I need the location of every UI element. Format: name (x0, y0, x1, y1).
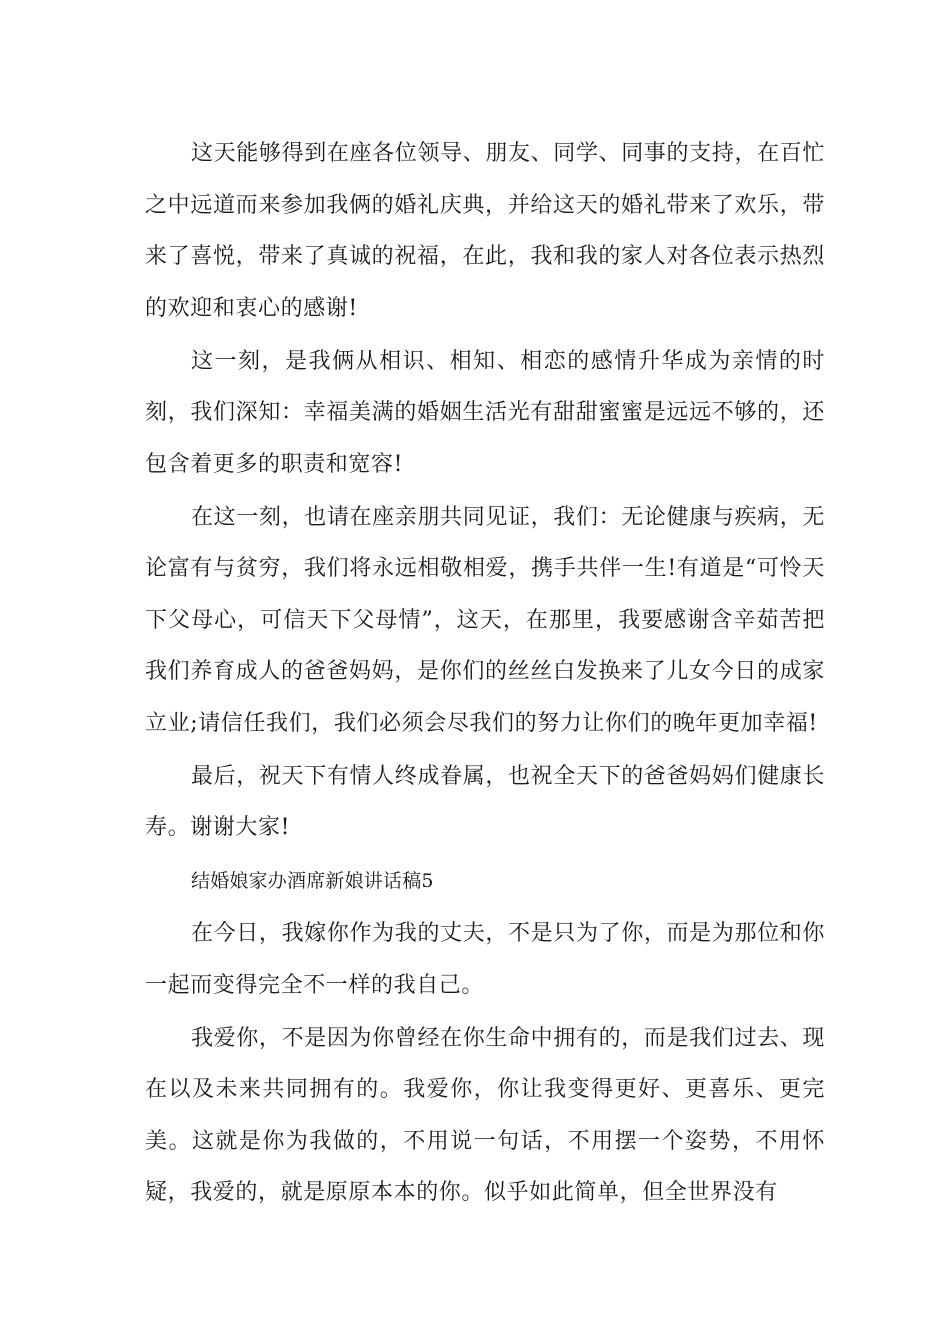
paragraph-closing: 最后，祝天下有情人终成眷属，也祝全天下的爸爸妈妈们健康长寿。谢谢大家! (145, 763, 825, 840)
paragraph-i-love-you: 我爱你，不是因为你曾经在你生命中拥有的，而是我们过去、现在以及未来共同拥有的。我爱你，你让我变得更好、更喜乐、更完美。这就是你为我做的，不用说一句话，不用摆一个姿势，不用怀疑，我爱的，就是原原本本的你。似乎如此简单，但全世界没有 (145, 1025, 825, 1205)
section-title: 结婚娘家办酒席新娘讲话稿5 (191, 870, 434, 892)
paragraph-welcome: 这天能够得到在座各位领导、朋友、同学、同事的支持，在百忙之中远道而来参加我俩的婚礼庆典，并给这天的婚礼带来了欢乐，带来了喜悦，带来了真诚的祝福，在此，我和我的家人对各位表示热烈的欢迎和衷心的感谢! (145, 141, 825, 321)
paragraph-marry-you: 在今日，我嫁你作为我的丈夫，不是只为了你，而是为那位和你一起而变得完全不一样的我自己。 (145, 921, 825, 998)
document-body (145, 128, 825, 1220)
paragraph-this-moment: 这一刻，是我俩从相识、相知、相恋的感情升华成为亲情的时刻，我们深知：幸福美满的婚姻生活光有甜甜蜜蜜是远远不够的，还包含着更多的职责和宽容! (145, 348, 825, 477)
paragraph-vows: 在这一刻，也请在座亲朋共同见证，我们：无论健康与疾病，无论富有与贫穷，我们将永远相敬相爱，携手共伴一生!有道是“可怜天下父母心，可信天下父母情”，这天，在那里，我要感谢含辛茹苦把我们养育成人的爸爸妈妈，是你们的丝丝白发换来了儿女今日的成家立业;请信任我们，我们必须会尽我们的努力让你们的晚年更加幸福! (145, 504, 825, 736)
